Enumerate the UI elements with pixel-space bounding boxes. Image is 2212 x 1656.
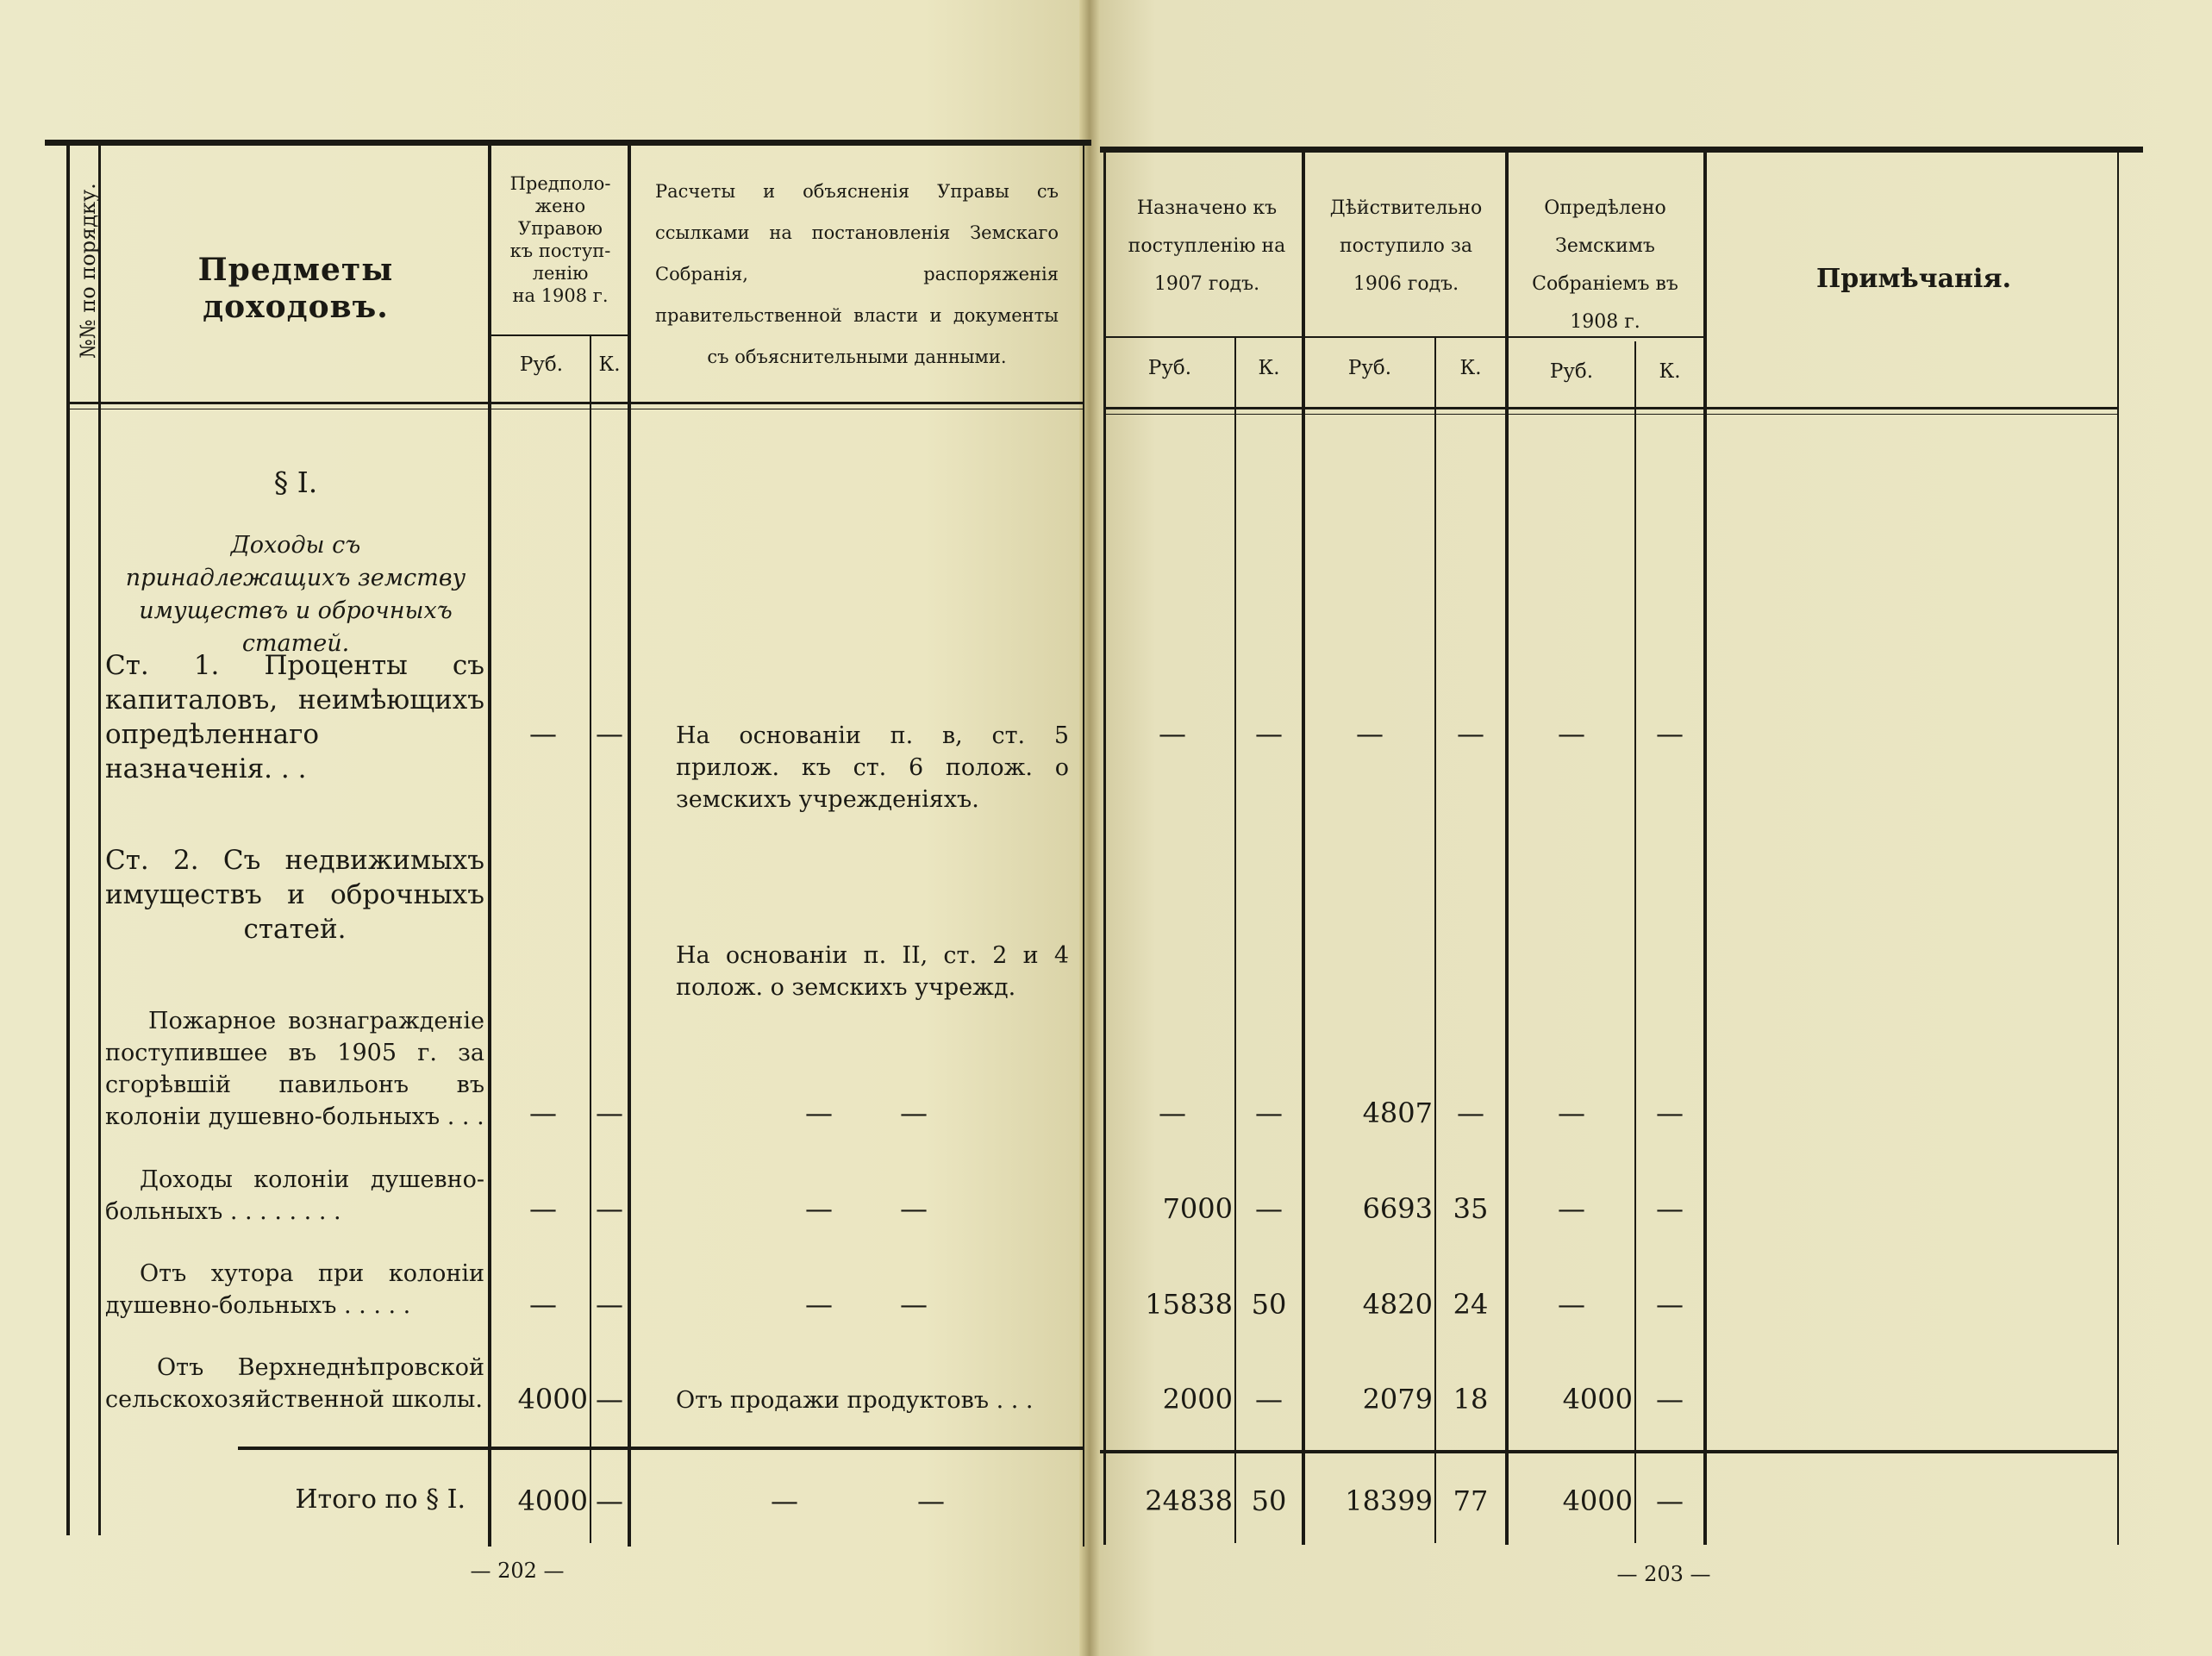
- row-st1-proposed-kop: —: [596, 717, 623, 750]
- r2-received-rub: 6693: [1362, 1192, 1433, 1225]
- r0-determined-rub: —: [1558, 717, 1585, 750]
- total-assigned-kop: 50: [1251, 1484, 1287, 1517]
- row-st1-proposed-rub: —: [529, 717, 557, 750]
- r4-determined-kop: —: [1656, 1383, 1684, 1415]
- items-header: Предметы доходовъ.: [197, 252, 394, 326]
- notes-header: Примѣчанія.: [1815, 264, 2012, 294]
- proposed-rub-header: Руб.: [519, 353, 564, 376]
- page-number-right: — 203 —: [1616, 1562, 1711, 1586]
- right-determined-divider: [1634, 341, 1636, 1543]
- assigned-rub-header: Руб.: [1147, 357, 1192, 379]
- total-received-kop: 77: [1453, 1484, 1489, 1517]
- row-farm-note-b: —: [900, 1288, 928, 1321]
- right-header-bottom-line: [1106, 407, 2117, 409]
- r4-determined-rub: 4000: [1562, 1383, 1633, 1415]
- determined-rub-header: Руб.: [1549, 360, 1594, 383]
- left-proposed-col-border: [628, 146, 631, 1547]
- right-total-rule: [1100, 1450, 2117, 1453]
- row-school-proposed-kop: —: [596, 1383, 623, 1415]
- r1-determined-rub: —: [1558, 1097, 1585, 1129]
- row-colony-proposed-rub: —: [529, 1192, 557, 1225]
- assigned-kop-header: К.: [1258, 357, 1280, 379]
- received-header: Дѣйствительно поступило за 1906 годъ.: [1329, 197, 1483, 295]
- row-colony-note-b: —: [900, 1192, 928, 1225]
- r3-determined-kop: —: [1656, 1288, 1684, 1321]
- r4-received-rub: 2079: [1362, 1383, 1433, 1415]
- row-label-farm: Отъ хутора при колоніи душевно-больныхъ . . . . .: [105, 1260, 484, 1319]
- section-title: Доходы съ принадлежащихъ земству имуществъ и оброчныхъ статей.: [125, 532, 466, 657]
- right-notes-border: [2117, 153, 2119, 1545]
- r2-received-kop: 35: [1453, 1192, 1489, 1225]
- right-received-divider: [1434, 336, 1436, 1543]
- row-colony-proposed-kop: —: [596, 1192, 623, 1225]
- row-label-fire: Пожарное вознагражденіе поступившее въ 1905 г. за сгорѣвшій павильонъ въ колоніи душевно-больныхъ . . .: [105, 1008, 484, 1130]
- total-assigned-rub: 24838: [1145, 1484, 1233, 1517]
- r1-assigned-rub: —: [1159, 1097, 1186, 1129]
- row-fire-note-b: —: [900, 1097, 928, 1129]
- received-kop-header: К.: [1459, 357, 1482, 379]
- determined-header: Опредѣлено Земскимъ Собраніемъ въ 1908 г.: [1532, 197, 1678, 333]
- top-rule-left: [45, 140, 1091, 146]
- explanations-header: Расчеты и объясненія Управы съ ссылками на постановленія Земскаго Собранія, распоряженія правительственной власти и документы съ объяснительными данными.: [655, 181, 1059, 367]
- row-label-st2: Ст. 2. Съ недвижимыхъ имуществъ и оброчныхъ статей.: [105, 845, 484, 945]
- r3-determined-rub: —: [1558, 1288, 1585, 1321]
- r0-assigned-rub: —: [1159, 717, 1186, 750]
- section-number: § I.: [273, 466, 318, 499]
- left-rub-kop-divider: [590, 336, 591, 1543]
- r2-determined-kop: —: [1656, 1192, 1684, 1225]
- total-note-b: —: [917, 1484, 945, 1517]
- left-subheader-line: [491, 334, 629, 336]
- row-label-school: Отъ Верхнеднѣпровской сельскохозяйственной школы.: [105, 1354, 484, 1413]
- row-colony-note-a: —: [805, 1192, 833, 1225]
- total-proposed-kop: —: [596, 1484, 623, 1517]
- proposed-header: Предполо- жено Управою къ поступ- ленію на 1908 г.: [509, 173, 611, 306]
- row-label-st1: Ст. 1. Проценты съ капиталовъ, неимѣющихъ опредѣленнаго назначенія. . .: [105, 650, 484, 784]
- row-fire-note-a: —: [805, 1097, 833, 1129]
- proposed-kop-header: К.: [598, 353, 621, 376]
- r1-received-kop: —: [1457, 1097, 1484, 1129]
- row-farm-proposed-rub: —: [529, 1288, 557, 1321]
- right-assigned-divider: [1234, 336, 1236, 1543]
- r1-assigned-kop: —: [1255, 1097, 1283, 1129]
- row-st2-note: На основаніи п. II, ст. 2 и 4 полож. о земскихъ учрежд.: [676, 942, 1069, 1001]
- total-label: Итого по § I.: [295, 1484, 466, 1515]
- r0-assigned-kop: —: [1255, 717, 1283, 750]
- assigned-header: Назначено къ поступленію на 1907 годъ.: [1128, 197, 1286, 295]
- r4-assigned-rub: 2000: [1162, 1383, 1233, 1415]
- r4-assigned-kop: —: [1255, 1383, 1283, 1415]
- row-st1-note: На основаніи п. в, ст. 5 прилож. къ ст. 6 полож. о земскихъ учрежденіяхъ.: [676, 722, 1069, 813]
- r3-received-rub: 4820: [1362, 1288, 1433, 1321]
- order-number-header: №№ по порядку.: [76, 183, 100, 359]
- total-proposed-rub: 4000: [517, 1484, 588, 1517]
- r3-received-kop: 24: [1453, 1288, 1489, 1321]
- left-page-edge-line: [1083, 146, 1084, 1547]
- right-determined-border: [1703, 153, 1707, 1545]
- top-rule-right: [1100, 147, 2143, 153]
- r0-received-rub: —: [1356, 717, 1384, 750]
- row-fire-proposed-kop: —: [596, 1097, 623, 1129]
- row-farm-note-a: —: [805, 1288, 833, 1321]
- left-outer-border: [66, 146, 70, 1535]
- row-farm-proposed-kop: —: [596, 1288, 623, 1321]
- row-school-proposed-rub: 4000: [517, 1383, 588, 1415]
- left-total-rule: [238, 1447, 1083, 1450]
- received-rub-header: Руб.: [1347, 357, 1392, 379]
- r3-assigned-kop: 50: [1251, 1288, 1287, 1321]
- r1-received-rub: 4807: [1362, 1097, 1433, 1129]
- total-determined-rub: 4000: [1562, 1484, 1633, 1517]
- r4-received-kop: 18: [1453, 1383, 1489, 1415]
- right-left-border: [1103, 153, 1106, 1545]
- r2-determined-rub: —: [1558, 1192, 1585, 1225]
- r2-assigned-rub: 7000: [1162, 1192, 1233, 1225]
- row-fire-proposed-rub: —: [529, 1097, 557, 1129]
- left-items-col-border: [488, 146, 491, 1547]
- right-header-bottom-line-2: [1106, 414, 2117, 415]
- total-determined-kop: —: [1656, 1484, 1684, 1517]
- r3-assigned-rub: 15838: [1145, 1288, 1233, 1321]
- r2-assigned-kop: —: [1255, 1192, 1283, 1225]
- r1-determined-kop: —: [1656, 1097, 1684, 1129]
- total-received-rub: 18399: [1345, 1484, 1433, 1517]
- total-note-a: —: [771, 1484, 798, 1517]
- left-header-bottom-line: [69, 402, 1083, 404]
- determined-kop-header: К.: [1659, 360, 1681, 383]
- row-school-note: Отъ продажи продуктовъ . . .: [676, 1387, 1034, 1414]
- r0-determined-kop: —: [1656, 717, 1684, 750]
- r0-received-kop: —: [1457, 717, 1484, 750]
- row-label-colony: Доходы колоніи душевно-больныхъ . . . . . . . .: [105, 1166, 484, 1225]
- page-number-left: — 202 —: [470, 1559, 565, 1583]
